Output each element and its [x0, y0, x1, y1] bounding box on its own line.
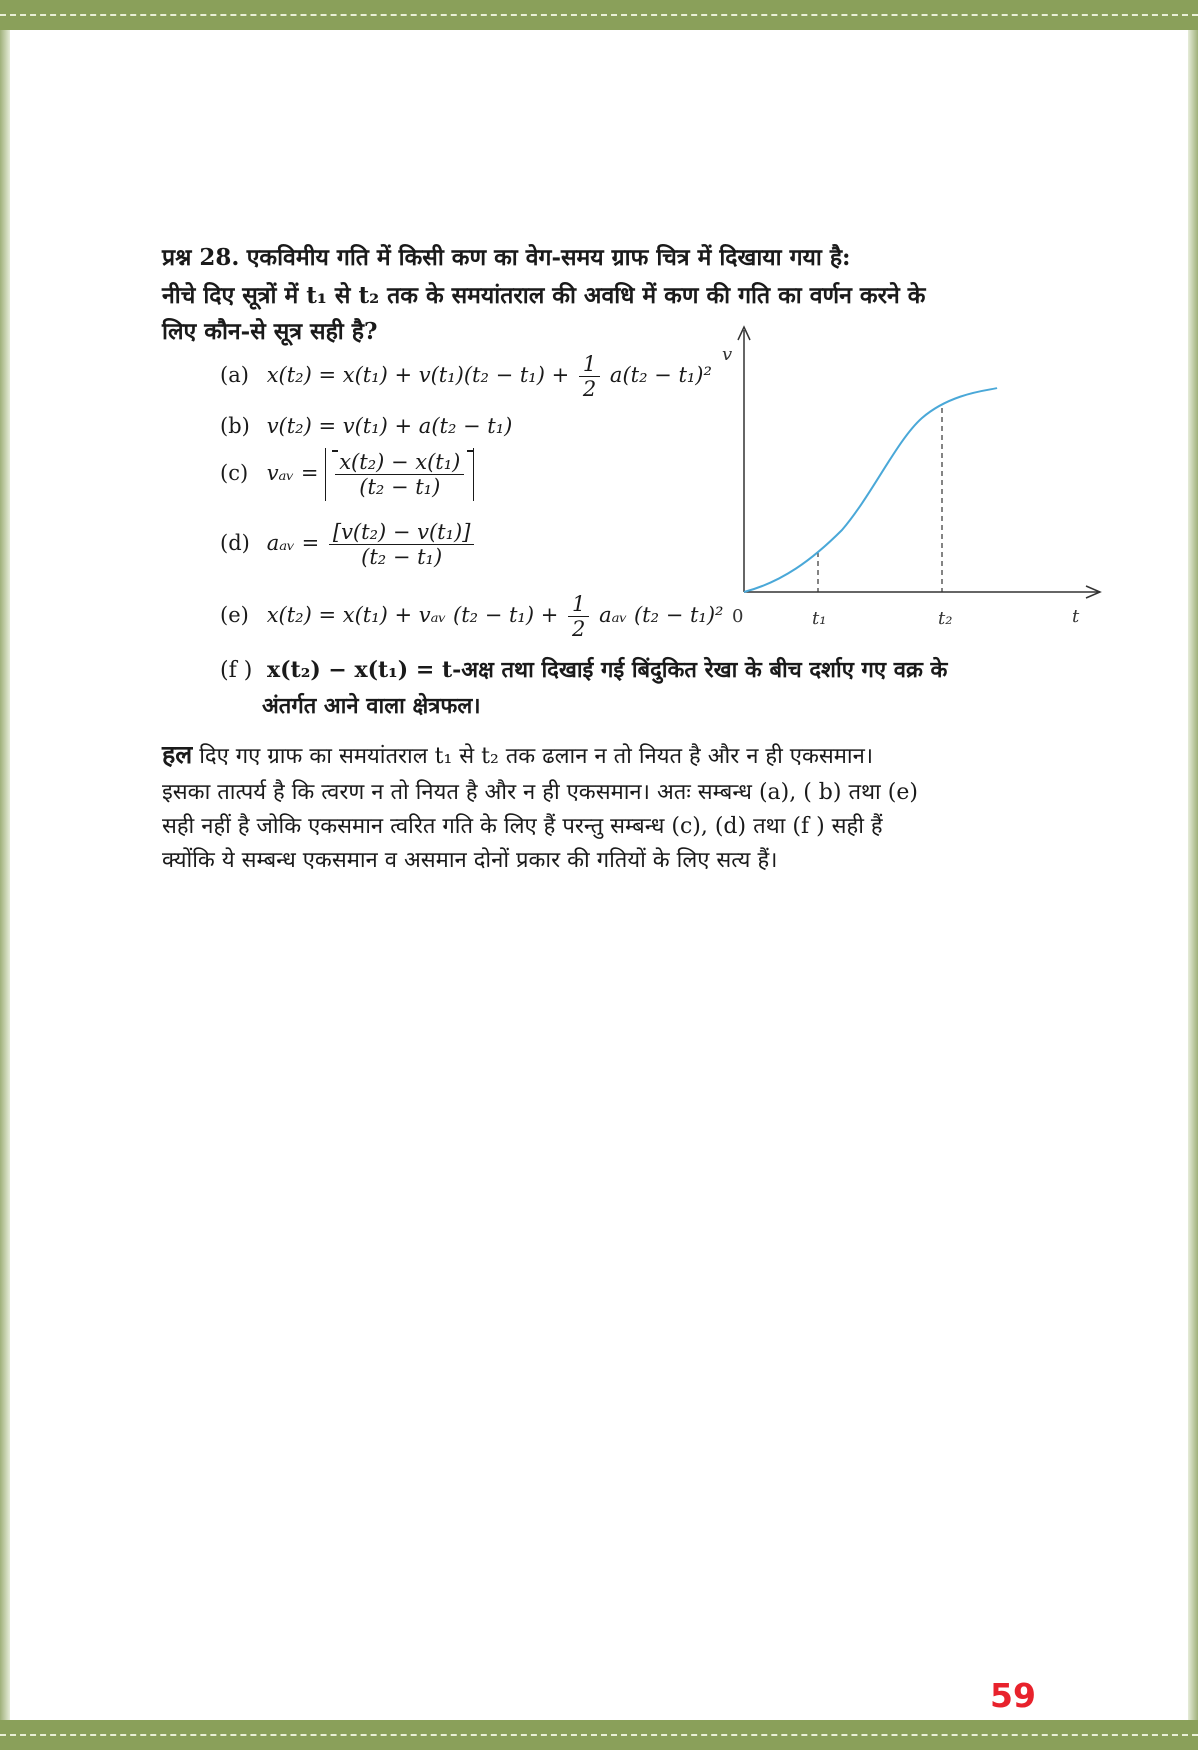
option-c-lhs: vₐᵥ =	[266, 461, 319, 485]
option-d-fraction	[329, 520, 475, 569]
option-d-frac-den: (t₂ − t₁)	[361, 545, 443, 569]
option-e-fraction	[568, 592, 589, 641]
t-axis-label: t	[1072, 606, 1080, 627]
solution-line-2: इसका तात्पर्य है कि त्वरण न तो नियत है और न ही एकसमान। अतः सम्बन्ध (a), ( b) तथा (e)	[162, 780, 918, 805]
question-line-2: नीचे दिए सूत्रों में t₁ से t₂ तक के समयांतराल की अवधि में कण की गति का वर्णन करने के	[162, 282, 926, 309]
option-a-tag: (a)	[220, 363, 249, 387]
option-c-tag: (c)	[220, 461, 249, 485]
solution-label: हल	[162, 740, 193, 769]
option-c-fraction	[335, 450, 464, 499]
option-f-tag: (f )	[220, 658, 253, 683]
option-d-lhs: aₐᵥ =	[266, 531, 320, 555]
t2-label: t₂	[938, 608, 953, 629]
option-a-frac-num: 1	[579, 352, 600, 377]
option-e	[220, 592, 723, 641]
option-c-frac-den: (t₂ − t₁)	[359, 475, 441, 499]
option-e-frac-den: 2	[572, 617, 586, 641]
option-a	[220, 352, 712, 401]
solution-line-4: क्योंकि ये सम्बन्ध एकसमान व असमान दोनों प्रकार की गतियों के लिए सत्य हैं।	[162, 848, 778, 873]
option-b-tag: (b)	[220, 414, 250, 438]
option-d-tag: (d)	[220, 531, 250, 555]
option-f-line-1: x(t₂) − x(t₁) = t-अक्ष तथा दिखाई गई बिंदुकित रेखा के बीच दर्शाए गए वक्र के	[267, 657, 948, 683]
option-e-tail: aₐᵥ (t₂ − t₁)²	[599, 603, 724, 627]
page-border-left	[0, 30, 10, 1720]
option-c	[220, 448, 474, 501]
page-border-bottom	[0, 1720, 1198, 1750]
page-border-right	[1188, 30, 1198, 1720]
page-border-top	[0, 0, 1198, 30]
option-f	[220, 654, 947, 684]
solution-text-1: दिए गए ग्राफ का समयांतराल t₁ से t₂ तक ढलान न तो नियत है और न ही एकसमान।	[199, 744, 874, 769]
solution-line-1	[162, 738, 1014, 774]
question-line-3: लिए कौन-से सूत्र सही है?	[162, 318, 378, 345]
v-axis-label: v	[722, 344, 733, 365]
velocity-time-graph	[722, 320, 1112, 650]
option-d-frac-num: [v(t₂) − v(t₁)]	[329, 520, 475, 545]
option-e-frac-num: 1	[568, 592, 589, 617]
question-label: प्रश्न 28.	[162, 244, 240, 271]
option-a-text: x(t₂) = x(t₁) + v(t₁)(t₂ − t₁) +	[266, 363, 576, 387]
t1-label: t₁	[812, 608, 827, 629]
option-f-line-2: अंतर्गत आने वाला क्षेत्रफल।	[262, 693, 481, 719]
question-text-1: एकविमीय गति में किसी कण का वेग-समय ग्राफ चित्र में दिखाया गया है:	[246, 244, 851, 271]
option-b-text: v(t₂) = v(t₁) + a(t₂ − t₁)	[266, 414, 513, 438]
page-number: 59	[990, 1676, 1036, 1715]
option-c-bracket	[325, 448, 474, 501]
solution-line-3: सही नहीं है जोकि एकसमान त्वरित गति के लिए हैं परन्तु सम्बन्ध (c), (d) तथा (f ) सही हैं	[162, 814, 883, 839]
option-d	[220, 520, 477, 569]
option-e-text: x(t₂) = x(t₁) + vₐᵥ (t₂ − t₁) +	[266, 603, 565, 627]
question-line-1	[162, 240, 851, 272]
option-a-tail: a(t₂ − t₁)²	[609, 363, 712, 387]
option-c-frac-num: x(t₂) − x(t₁)	[335, 450, 464, 475]
option-a-frac-den: 2	[582, 377, 597, 401]
velocity-curve	[744, 388, 997, 592]
origin-label: 0	[732, 606, 744, 627]
option-b	[220, 414, 512, 438]
option-a-fraction	[579, 352, 600, 401]
option-e-tag: (e)	[220, 603, 249, 627]
